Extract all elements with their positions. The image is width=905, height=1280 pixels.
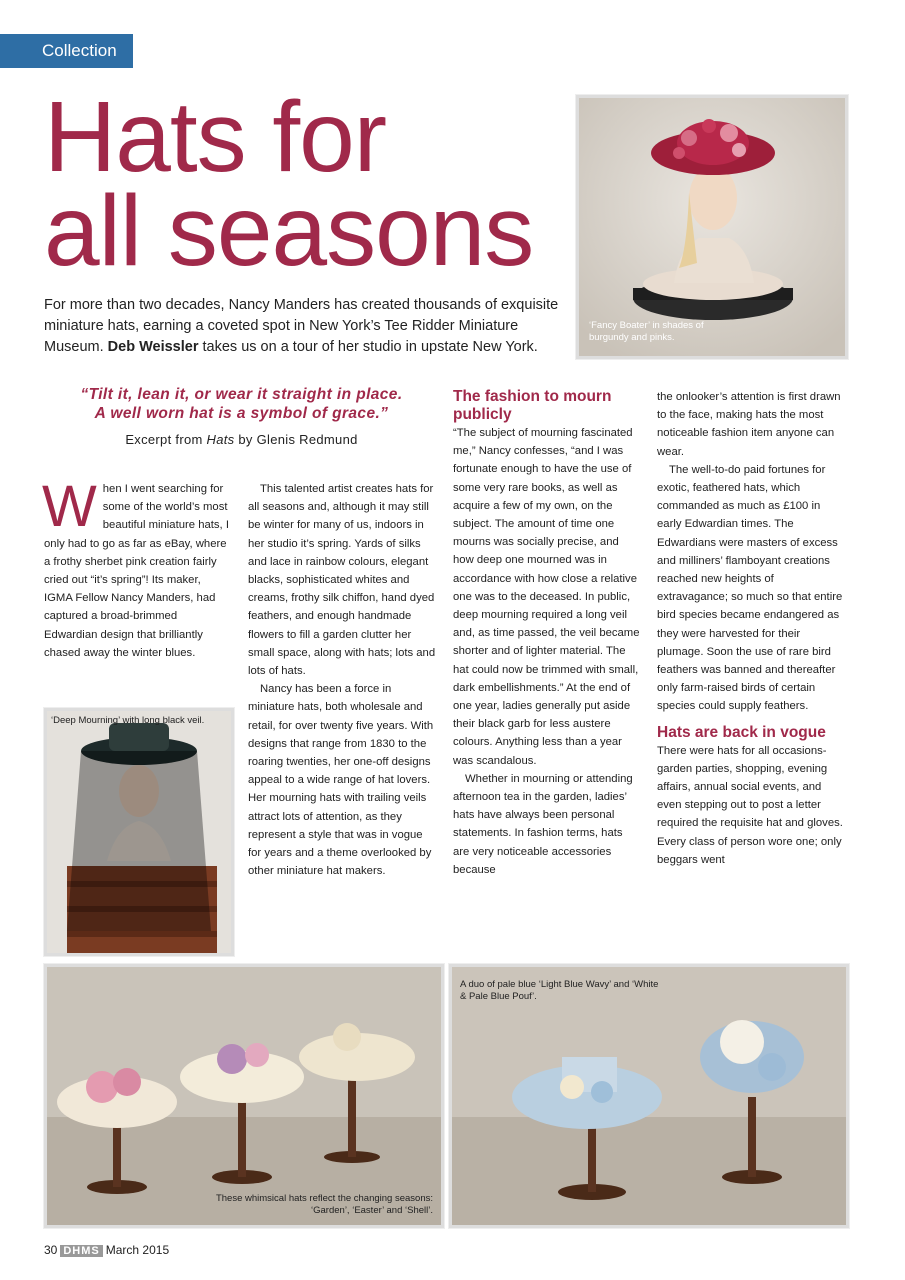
col4-paragraph-2: The well-to-do paid fortunes for exotic, feathered hats, which commanded as much as £100 in early Edwardian times. The Edwardians were masters of excess and milliners’ flamboyant creations reached new heights of extravagance; so much so that entire bird species became endangered as they were harvested for their plumage. Soon the use of rare bird feathers was banned and thereafter only farm-raised birds of certain species could supply feathers. xyxy=(657,463,843,713)
subheading-vogue: Hats are back in vogue xyxy=(657,723,826,741)
page-number: 30 xyxy=(44,1243,58,1257)
section-tab: Collection xyxy=(0,34,133,68)
col3-paragraph-1: “The subject of mourning fascinated me,” Nancy confesses, “and I was fortunate enough to have the use of some very rare books, as well as acquire a few of my own, on the subject. The amount of time one mourns was socially precise, and how deep one mourned was in accordance with how close a relative one was to the deceased. In public, deep mourning required a long veil and, as time passed, the veil became shorter and of lighter material. The hat could now be trimmed with small, dark embellishments.” At the end of one year, ladies generally put aside their black garb for less austere colours. Anything less than a year was scandalous. xyxy=(453,427,640,767)
photo-blue-hats xyxy=(449,964,849,1228)
col4-paragraph-1: the onlooker’s attention is first drawn to the face, making hats the most noticeable fashion item anyone can wear. xyxy=(657,391,841,458)
issue-date: March 2015 xyxy=(105,1243,170,1257)
column-2 xyxy=(248,480,438,880)
caption-seasonal-hats: These whimsical hats reflect the changing seasons: ‘Garden’, ‘Easter’ and ‘Shell’. xyxy=(215,1193,433,1216)
article-title xyxy=(44,81,534,287)
standfirst-text-end: takes us on a tour of her studio in upstate New York. xyxy=(198,339,538,355)
photo-seasonal-hats xyxy=(44,964,444,1228)
col2-paragraph-2: Nancy has been a force in miniature hats, both wholesale and retail, for over twenty five years. With designs that range from 1830 to the roaring twenties, her one-off designs appeal to a wide range of hat lovers. Her mourning hats with trailing veils attract lots of attention, as they represent a style that was in vogue for years and a theme overlooked by other miniature hat makers. xyxy=(248,683,434,878)
pull-quote xyxy=(44,385,439,423)
standfirst xyxy=(44,295,559,358)
column-3 xyxy=(453,388,641,879)
attribution-title: Hats xyxy=(206,432,235,447)
photo-deep-mourning xyxy=(44,708,234,956)
magazine-logo: DHMS xyxy=(60,1245,102,1257)
author-name: Deb Weissler xyxy=(107,339,199,355)
col1-paragraph: hen I went searching for some of the world’s most beautiful miniature hats, I only had to go as far as eBay, where a frothy sherbet pink creation fairly cried out “it’s spring”! Its maker, IGMA Fellow Nancy Manders, had captured a broad-brimmed Edwardian design that brilliantly chased away the winter blues. xyxy=(44,483,229,659)
caption-blue-hats: A duo of pale blue ‘Light Blue Wavy’ and ‘White & Pale Blue Pouf’. xyxy=(460,979,659,1002)
title-line-1: Hats for xyxy=(44,81,387,193)
drop-cap: W xyxy=(42,474,97,539)
quote-line-2: A well worn hat is a symbol of grace.” xyxy=(94,405,389,422)
subheading-mourning: The fashion to mourn publicly xyxy=(453,388,612,423)
col3-paragraph-2: Whether in mourning or attending afternoon tea in the garden, ladies’ hats have always been personal statements. In fashion terms, hats are very noticeable accessories because xyxy=(453,772,633,876)
attribution-suffix: by Glenis Redmund xyxy=(234,432,358,447)
title-line-2: all seasons xyxy=(44,175,534,287)
col2-paragraph-1: This talented artist creates hats for all seasons and, although it may still be winter for many of us, indoors in her studio it’s spring. Yards of silks and lace in rainbow colours, elegant blacks, sophisticated whites and creams, frothy silk chiffon, hand dyed feathers, and enough handmade flowers to fill a garden clutter her small space, along with hats; lots and lots of hats. xyxy=(248,483,436,678)
attribution-prefix: Excerpt from xyxy=(125,432,207,447)
caption-deep-mourning: ‘Deep Mourning’ with long black veil. xyxy=(51,715,205,726)
col4-paragraph-3: There were hats for all occasions-garden parties, shopping, evening affairs, annual social events, and even stepping out to post a letter required the requisite hat and gloves. Every class of person wore one; only beggars went xyxy=(657,744,843,866)
column-1 xyxy=(42,474,232,662)
page-footer xyxy=(44,1243,169,1257)
quote-attribution xyxy=(44,432,439,447)
standfirst-text: For more than two decades, Nancy Manders has created thousands of exquisite miniature hats, earning a coveted spot in New York’s Tee Ridder Miniature Museum. xyxy=(44,297,559,355)
caption-fancy-boater: ‘Fancy Boater’ in shades of burgundy and pinks. xyxy=(589,320,704,343)
photo-fancy-boater xyxy=(576,95,848,359)
quote-line-1: “Tilt it, lean it, or wear it straight in place. xyxy=(80,386,403,403)
column-4 xyxy=(657,388,845,869)
